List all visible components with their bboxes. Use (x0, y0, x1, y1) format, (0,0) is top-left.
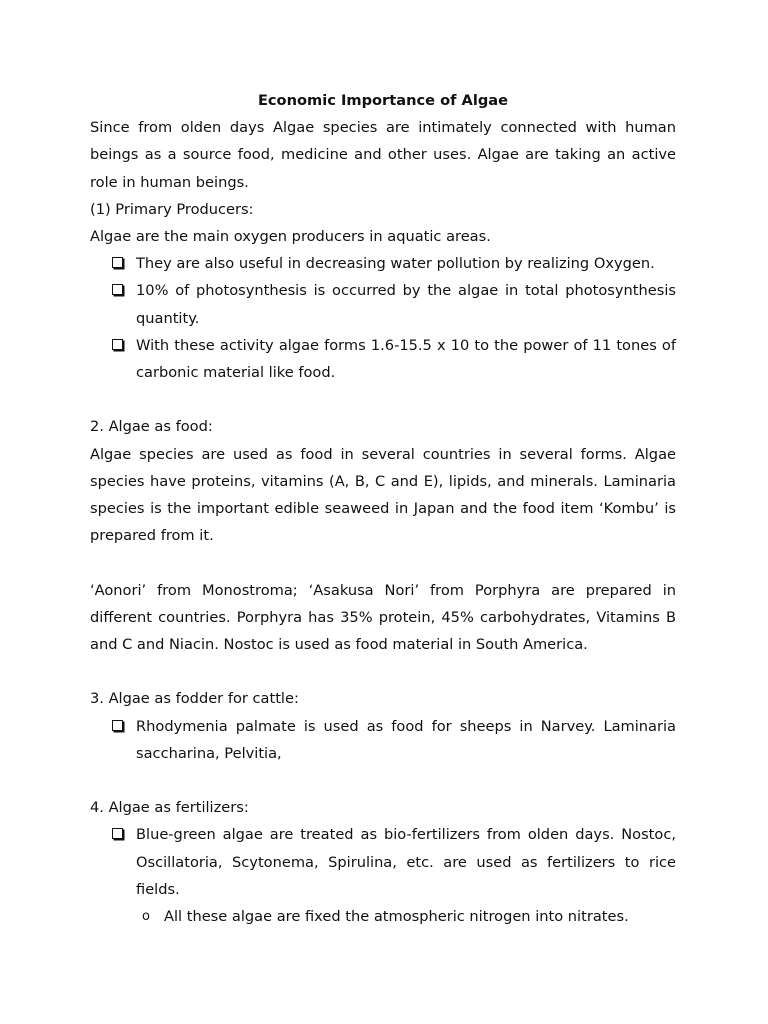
square-bullet-icon (112, 713, 123, 740)
spacer (90, 658, 676, 685)
section-4-bullet (90, 821, 676, 903)
bullet-text: 10% of photosynthesis is occurred by the algae in total photosynthesis quantity. (136, 282, 676, 327)
section-1-bullet (90, 250, 676, 277)
bullet-text: Blue-green algae are treated as bio-fertilizers from olden days. Nostoc, Oscillatoria, Scytonema, Spirulina, etc. are used as fertilizers to rice fields. (136, 826, 676, 898)
section-3-heading: 3. Algae as fodder for cattle: (90, 690, 299, 708)
section-1-heading: (1) Primary Producers: (90, 200, 254, 218)
section-2-paragraph-1: Algae species are used as food in several countries in several forms. Algae species have proteins, vitamins (A, B, C and E), lipids, and minerals. Laminaria species is the important edible seaweed in Japan and the food item ‘Kombu’ is prepared from it. (90, 445, 676, 545)
spacer (90, 549, 676, 576)
section-4-sub-bullet (90, 903, 676, 930)
bullet-text: Rhodymenia palmate is used as food for sheeps in Narvey. Laminaria saccharina, Pelvitia, (136, 717, 676, 762)
section-4-heading: 4. Algae as fertilizers: (90, 799, 249, 817)
spacer (90, 386, 676, 413)
section-2-heading: 2. Algae as food: (90, 418, 213, 436)
section-2-paragraph-2: ‘Aonori’ from Monostroma; ‘Asakusa Nori’ from Porphyra are prepared in different countries. Porphyra has 35% protein, 45% carbohydrates, Vitamins B and C and Niacin. Nostoc is used as food material in South America. (90, 581, 676, 653)
section-1-bullet (90, 332, 676, 386)
bullet-text: They are also useful in decreasing water pollution by realizing Oxygen. (136, 255, 655, 273)
square-bullet-icon (112, 277, 123, 304)
intro-paragraph: Since from olden days Algae species are intimately connected with human beings as a source food, medicine and other uses. Algae are taking an active role in human beings. (90, 119, 676, 191)
section-1-bullet (90, 277, 676, 331)
square-bullet-icon (112, 821, 123, 848)
document-page (90, 87, 676, 930)
square-bullet-icon (112, 332, 123, 359)
section-1-text: Algae are the main oxygen producers in aquatic areas. (90, 227, 491, 245)
sub-bullet-text: All these algae are fixed the atmospheric nitrogen into nitrates. (164, 907, 629, 925)
square-bullet-icon (112, 250, 123, 277)
circle-bullet-icon: o (142, 908, 150, 924)
spacer (90, 767, 676, 794)
bullet-text: With these activity algae forms 1.6-15.5 x 10 to the power of 11 tones of carbonic material like food. (136, 336, 676, 381)
section-3-bullet (90, 713, 676, 767)
doc-title: Economic Importance of Algae (257, 92, 509, 109)
